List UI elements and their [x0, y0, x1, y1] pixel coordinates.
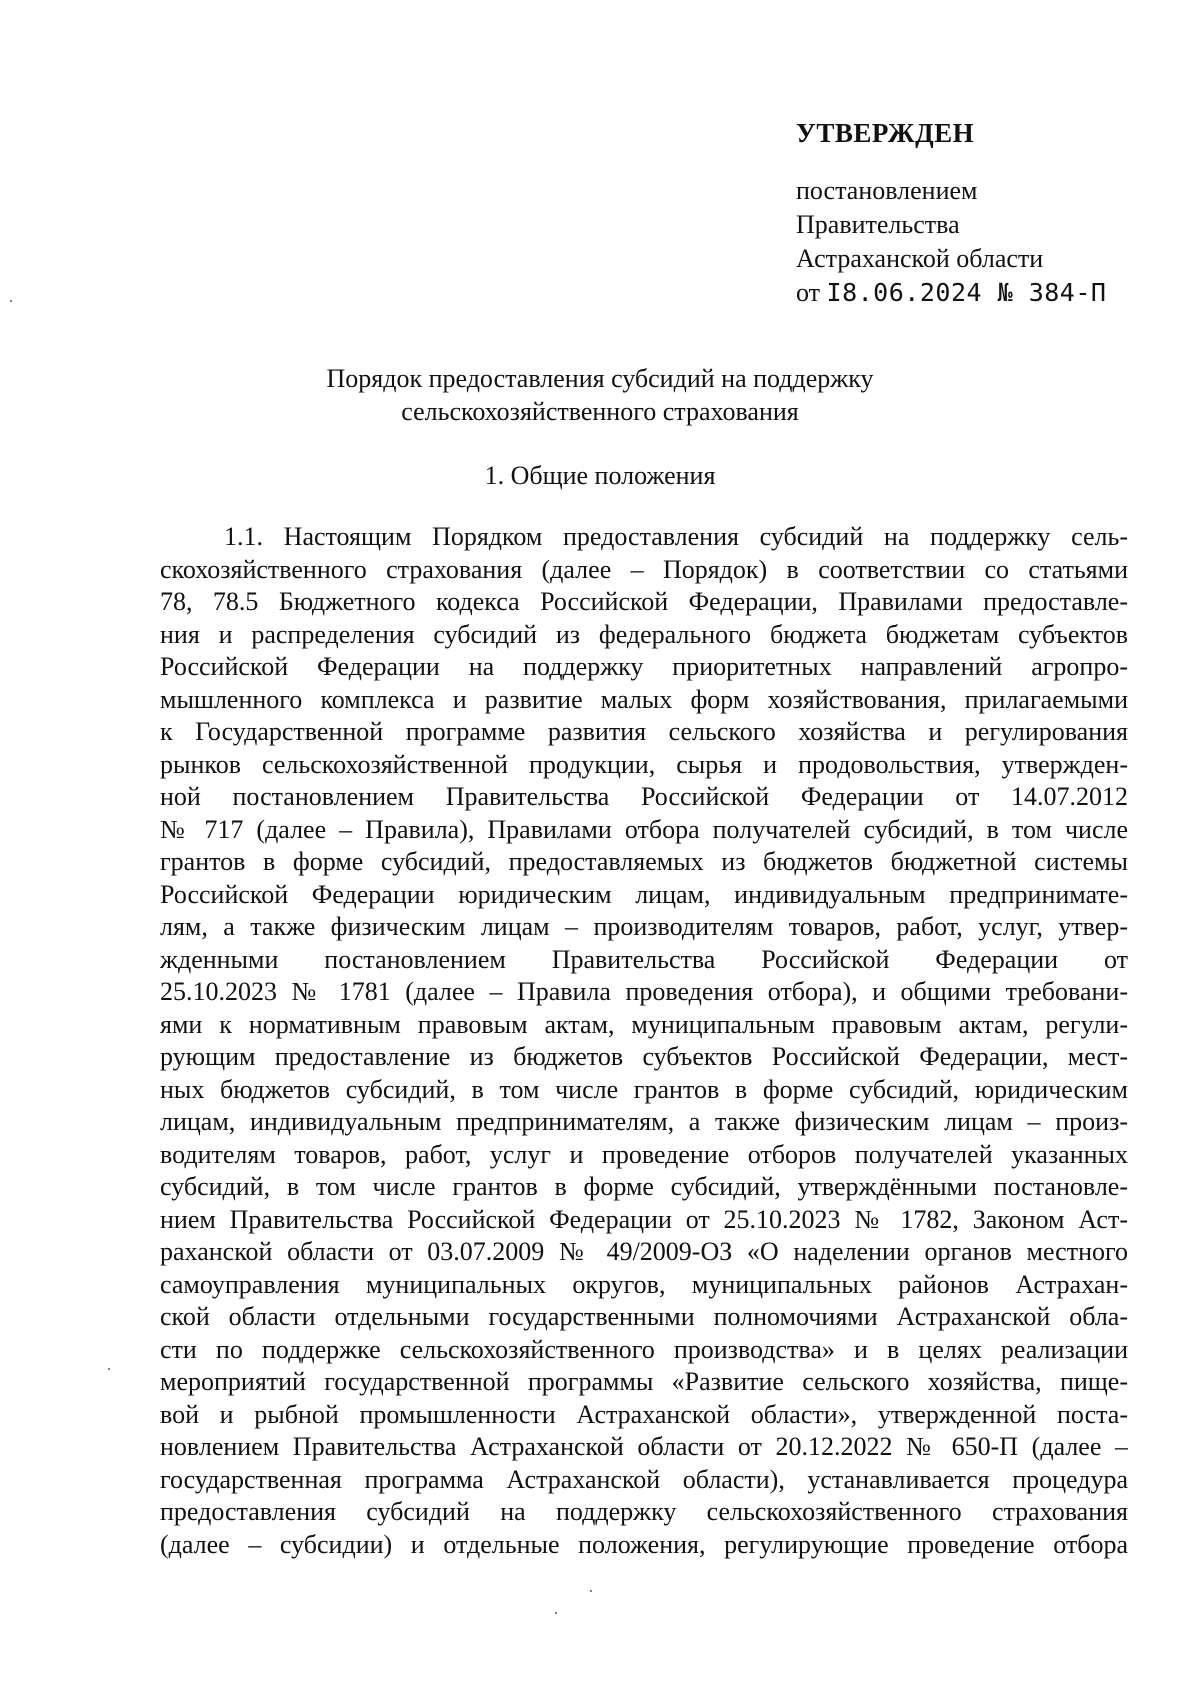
body-line: скохозяйственного страхования (далее – Порядок) в соответствии со статьями	[160, 554, 1128, 584]
body-line: Российской Федерации на поддержку приоритетных направлений агропро-	[160, 652, 1128, 681]
scan-speck	[108, 1368, 110, 1370]
body-line: государственная программа Астраханской области), устанавливается процедура	[160, 1464, 1128, 1494]
document-title-line: сельскохозяйственного страхования	[401, 397, 799, 426]
body-line: самоуправления муниципальных округов, муниципальных районов Астрахан-	[160, 1269, 1128, 1299]
body-line: 25.10.2023 № 1781 (далее – Правила проведения отбора), и общими требовани-	[160, 977, 1128, 1006]
approval-stamp	[796, 116, 1136, 310]
body-line: рующим предоставление из бюджетов субъектов Российской Федерации, мест-	[160, 1042, 1128, 1071]
body-line: ями к нормативным правовым актам, муниципальным правовым актам, регули-	[160, 1009, 1128, 1039]
body-line: грантов в форме субсидий, предоставляемых из бюджетов бюджетной системы	[160, 847, 1128, 876]
scan-speck	[10, 300, 12, 302]
body-line: жденными постановлением Правительства Российской Федерации от	[160, 944, 1128, 974]
body-line: 78, 78.5 Бюджетного кодекса Российской Федерации, Правилами предоставле-	[160, 587, 1128, 616]
approval-date-prefix: от	[796, 278, 821, 307]
section-heading: 1. Общие положения	[484, 461, 716, 490]
body-line: сти по поддержке сельскохозяйственного производства» и в целях реализации	[160, 1334, 1128, 1364]
approval-line: постановлением	[796, 176, 978, 205]
body-line: субсидий, в том числе грантов в форме субсидий, утверждёнными постановле-	[160, 1172, 1128, 1201]
approval-date-row	[796, 276, 1136, 310]
body-line: предоставления субсидий на поддержку сельскохозяйственного страхования	[160, 1497, 1128, 1526]
body-line: лям, а также физическим лицам – производителям товаров, работ, услуг, утвер-	[160, 912, 1128, 941]
scan-speck	[590, 1590, 592, 1592]
body-line: вой и рыбной промышленности Астраханской области», утвержденной поста-	[160, 1399, 1128, 1429]
approval-date-number: I8.06.2024 № 384-П	[826, 278, 1107, 307]
body-line: к Государственной программе развития сельского хозяйства и регулирования	[160, 717, 1128, 746]
body-line: мероприятий государственной программы «Развитие сельского хозяйства, пище-	[160, 1367, 1128, 1396]
body-line: (далее – субсидии) и отдельные положения, регулирующие проведение отбора	[160, 1529, 1128, 1559]
document-title-line: Порядок предоставления субсидий на поддержку	[326, 364, 874, 393]
scan-speck	[555, 1612, 557, 1614]
body-line: водителям товаров, работ, услуг и проведение отборов получателей указанных	[160, 1139, 1128, 1169]
body-line: ния и распределения субсидий из федерального бюджета бюджетам субъектов	[160, 619, 1128, 649]
document-title	[0, 362, 1200, 428]
body-line: мышленного комплекса и развитие малых форм хозяйствования, прилагаемыми	[160, 684, 1128, 714]
body-line: ной постановлением Правительства Российской Федерации от 14.07.2012	[160, 782, 1128, 811]
body-paragraph	[160, 521, 1128, 1561]
body-line: новлением Правительства Астраханской области от 20.12.2022 № 650-П (далее –	[160, 1432, 1128, 1461]
body-line: лицам, индивидуальным предпринимателям, а также физическим лицам – произ-	[160, 1107, 1128, 1136]
body-line: ской области отдельными государственными полномочиями Астраханской обла-	[160, 1302, 1128, 1331]
body-line: нием Правительства Российской Федерации от 25.10.2023 № 1782, Законом Аст-	[160, 1204, 1128, 1234]
body-line: ных бюджетов субсидий, в том числе грантов в форме субсидий, юридическим	[160, 1074, 1128, 1104]
body-line: Российской Федерации юридическим лицам, индивидуальным предпринимате-	[160, 879, 1128, 909]
body-line: раханской области от 03.07.2009 № 49/2009-ОЗ «О наделении органов местного	[160, 1237, 1128, 1266]
body-line: рынков сельскохозяйственной продукции, сырья и продовольствия, утвержден-	[160, 749, 1128, 779]
body-line: № 717 (далее – Правила), Правилами отбора получателей субсидий, в том числе	[160, 814, 1128, 844]
approval-title: УТВЕРЖДЕН	[796, 118, 975, 148]
approval-line: Правительства	[796, 210, 960, 239]
approval-line: Астраханской области	[796, 244, 1044, 273]
body-line: 1.1. Настоящим Порядком предоставления субсидий на поддержку сель-	[224, 522, 1128, 551]
